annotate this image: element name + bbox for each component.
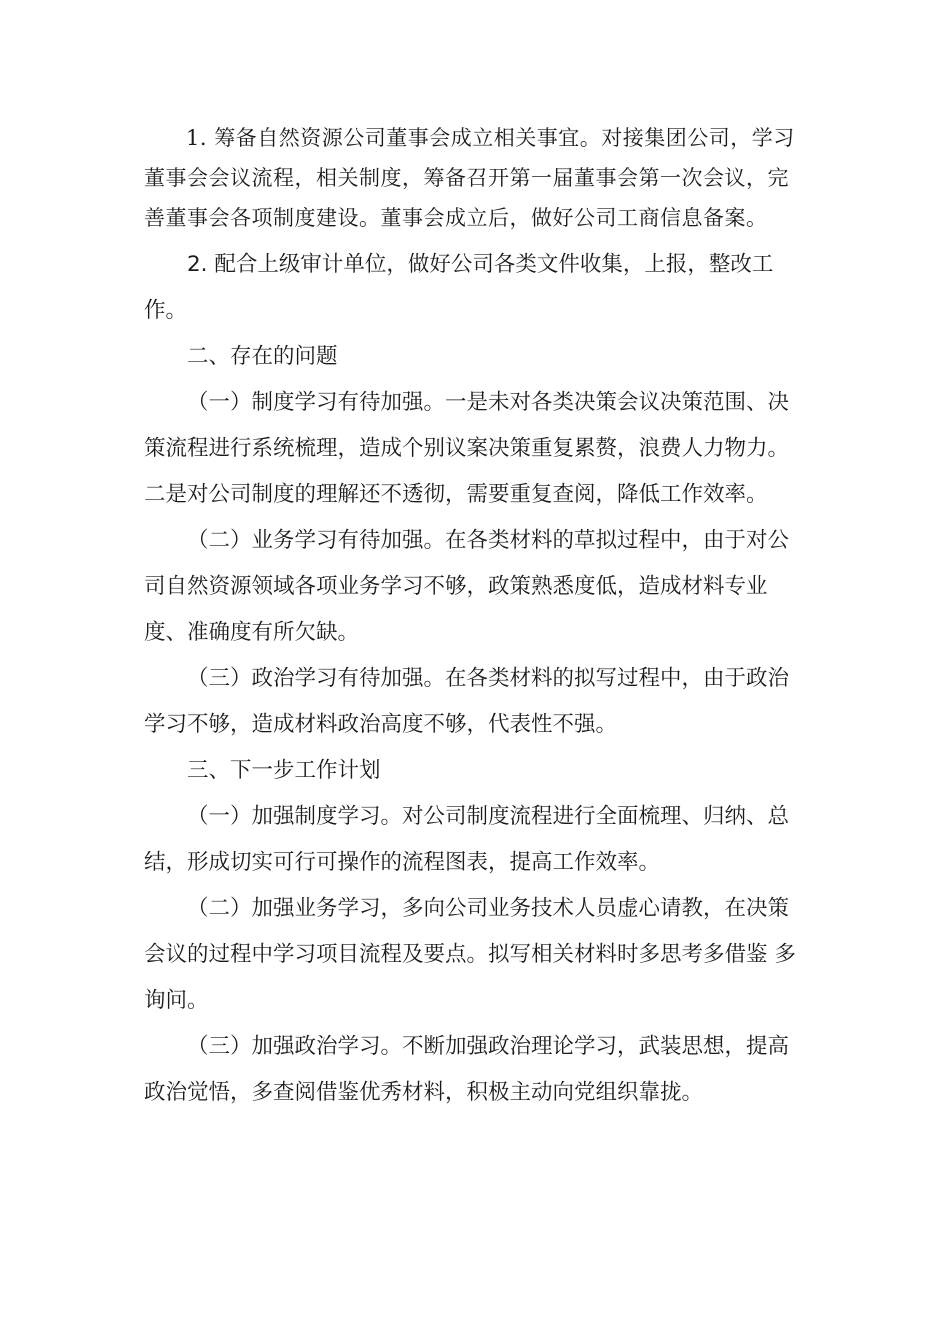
- paragraph-audit-cooperation: 2. 配合上级审计单位，做好公司各类文件收集，上报，整改工作。: [144, 252, 774, 323]
- paragraph-problem-system-study: （一）制度学习有待加强。一是未对各类决策会议决策范围、决策流程进行系统梳理，造成个别议案决策重复累赘，浪费人力物力。二是对公司制度的理解还不透彻，需要重复查阅，降低工作效率。: [144, 390, 790, 507]
- section-heading-problems: 二、存在的问题: [187, 344, 338, 369]
- paragraph-problem-business-study: （二）业务学习有待加强。在各类材料的草拟过程中，由于对公司自然资源领域各项业务学习不够，政策熟悉度低，造成材料专业度、准确度有所欠缺。: [144, 528, 790, 645]
- document-page: [144, 118, 808, 1116]
- paragraph-board-preparation: 1. 筹备自然资源公司董事会成立相关事宜。对接集团公司，学习董事会会议流程，相关制度，筹备召开第一届董事会第一次会议，完善董事会各项制度建设。董事会成立后，做好公司工商信息备案。: [144, 126, 795, 230]
- section-heading-next-plan: 三、下一步工作计划: [187, 758, 381, 783]
- paragraph-plan-system-study: （一）加强制度学习。对公司制度流程进行全面梳理、归纳、总结，形成切实可行可操作的流程图表，提高工作效率。: [144, 804, 790, 875]
- paragraph-problem-political-study: （三）政治学习有待加强。在各类材料的拟写过程中，由于政治学习不够，造成材料政治高度不够，代表性不强。: [144, 666, 790, 737]
- paragraph-plan-political-study: （三）加强政治学习。不断加强政治理论学习，武装思想，提高政治觉悟，多查阅借鉴优秀材料，积极主动向党组织靠拢。: [144, 1034, 790, 1105]
- paragraph-plan-business-study: （二）加强业务学习，多向公司业务技术人员虚心请教，在决策会议的过程中学习项目流程及要点。拟写相关材料时多思考多借鉴 多询问。: [144, 896, 796, 1013]
